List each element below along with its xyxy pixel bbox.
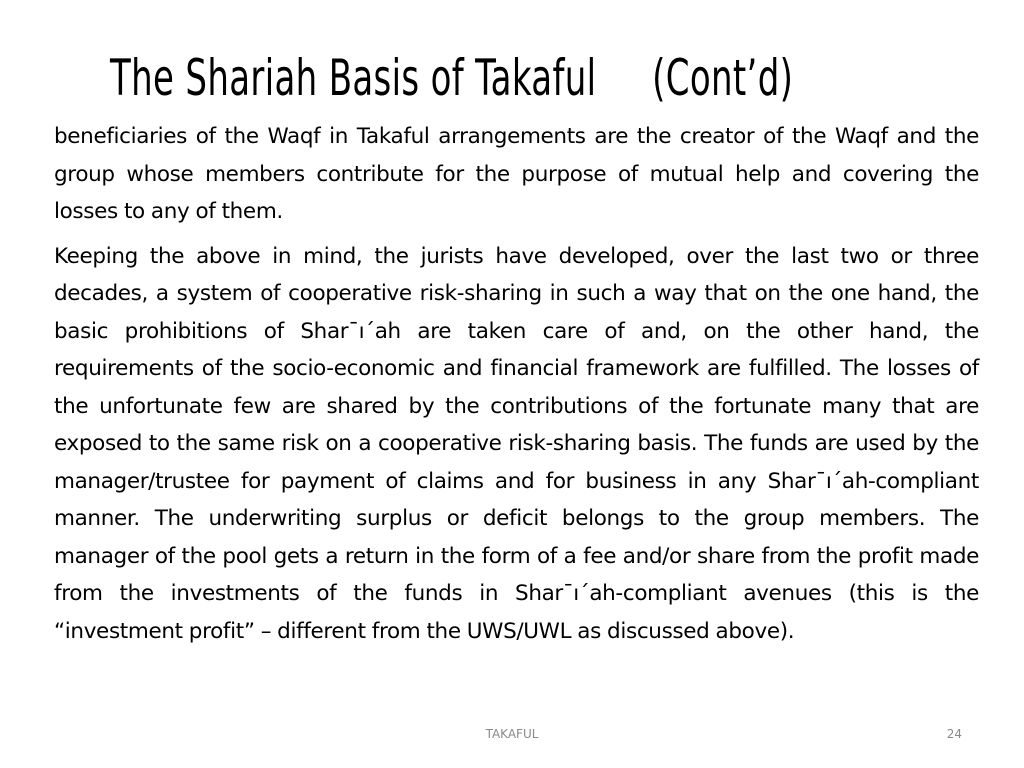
page-number: 24 bbox=[946, 727, 962, 741]
slide-body bbox=[54, 118, 979, 650]
slide-title: The Shariah Basis of Takaful (Cont’d) bbox=[110, 49, 794, 107]
footer-label: TAKAFUL bbox=[485, 727, 539, 741]
body-paragraph-1: beneficiaries of the Waqf in Takaful arrangements are the creator of the Waqf and the group whose members contribute for the purpose of mutual help and covering the losses to any of them. bbox=[54, 124, 979, 224]
body-paragraph-2: Keeping the above in mind, the jurists have developed, over the last two or three decades, a system of cooperative risk-sharing in such a way that on the one hand, the basic prohibitions of Shar¯ı´ah are taken care of and, on the other hand, the requirements of the socio-economic and financial framework are fulfilled. The losses of the unfortunate few are shared by the contributions of the fortunate many that are exposed to the same risk on a cooperative risk-sharing basis. The funds are used by the manager/trustee for payment of claims and for business in any Shar¯ı´ah-compliant manner. The underwriting surplus or deficit belongs to the group members. The manager of the pool gets a return in the form of a fee and/or share from the profit made from the investments of the funds in Shar¯ı´ah-compliant avenues (this is the “investment profit” – different from the UWS/UWL as discussed above). bbox=[54, 243, 979, 644]
